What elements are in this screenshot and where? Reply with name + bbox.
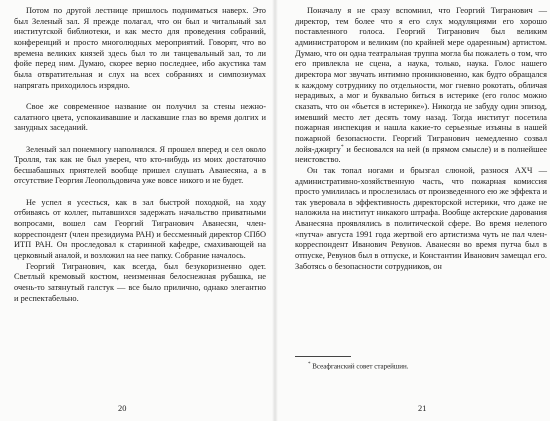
paragraph: Свое же современное название он получил за стены нежно-салатного цвета, успокаивавшие и ласкавшие глаз во время долгих и занудных заседаний.	[14, 101, 266, 133]
footnote-reference[interactable]: *	[340, 143, 344, 150]
paragraph	[295, 6, 547, 166]
paragraph: Потом по другой лестнице пришлось подниматься наверх. Это был Зеленый зал. Я прежде полагал, что он был и читальный зал институтской библиотеки, и как место для проведения собраний, конференций и просто многолюдных мероприятий. Говорят, что во времена великих князей здесь был то ли танцевальный зал, то ли фойе перед ним. Думаю, скорее верно последнее, ибо акустика там была отвратительная и слух на всех собраниях и симпозиумах напрягать приходилось изрядно.	[14, 6, 266, 90]
footnote-divider	[295, 356, 351, 357]
paragraph: Георгий Тигранович, как всегда, был безукоризненно одет. Светлый кремовый костюм, неизменная белоснежная рубашка, не очень-то затянутый галстук — все было прилично, однако элегантно и респектабельно.	[14, 261, 266, 303]
footnote-marker: *	[308, 362, 311, 367]
page-number: 20	[118, 404, 127, 413]
footnote-text: Всеафганский совет старейшин.	[312, 362, 409, 371]
left-page-text	[14, 6, 266, 304]
paragraph: Зеленый зал понемногу наполнялся. Я прошел вперед и сел около Тролля, так как не был уверен, что кто-нибудь из моих достаточно бесшабашных приятелей вообще пришел слушать Аванесяна, а в отсутствие Георгия Леопольдовича уже вовсе никого и не будет.	[14, 144, 266, 186]
page-number: 21	[418, 404, 427, 413]
right-page-text	[295, 6, 547, 272]
paragraph: Он так топал ногами и брызгал слюной, разнося АХЧ — административно-хозяйственную часть, что пожарная комиссия просто умилилась и прослезилась от произведенного ею же эффекта и так уверовала в эффективность директорской истерики, что даже не наложила на институт никакого штрафа. Вообще актерские дарования Аванесяна проявлялись в политической сфере. Во время нелепого «путча» августа 1991 года жертвой его артистизма чуть не пал член-корреспондент Иванович Ревунов. Аванесян во время путча был в отпуске, Ревунов был в отпуске, и Константин Иванович замещал его. Заботясь о безопасности сотрудников, он	[295, 165, 547, 271]
paragraph-text: и бесновался на ней (в прямом смысле) и в полнейшее неистовство.	[295, 144, 548, 165]
paragraph: Не успел я усесться, как в зал быстрой походкой, на ходу отбиваясь от коллег, пытавшихся задержать начальство приватными вопросами, вошел сам Георгий Тигранович Аванесян, член-корреспондент (член президиума РАН) и бессменный директор СПбО ИТП РАН. Он проследовал к старинной кафедре, смахивающей на церковный аналой, и возложил на нее папку. Собрание началось.	[14, 197, 266, 261]
right-page	[275, 0, 550, 421]
paragraph-text: Поначалу я не сразу вспомнил, что Георгий Тигранович — директор, тем более что я его слух модуляциями его хорошо поставленного голоса. Георгий Тигранович был великим администратором и великим (по крайней мере одаренным) артистом. Думаю, что он одна театральная труппа могла бы пожалеть о том, что его привлекла не сцена, а наука, только, наука. Голос нашего директора мог звучать интимно проникновенно, как будто обращался к каждому сотруднику по отдельности, мог гневно рокотать, обличая нерадивых, а мог и буквально биться в истерике (его голос можно сказать, что он «бьется в истерике»). Никогда не забуду один эпизод, имевший место лет десять тому назад. Тогда институт посетила пожарная инспекция и нашла какие-то серьезные изъяны в нашей пожарной безопасности. Георгий Тигранович немедленно созвал лойя-джиргу	[295, 6, 547, 154]
footnote	[308, 360, 543, 371]
